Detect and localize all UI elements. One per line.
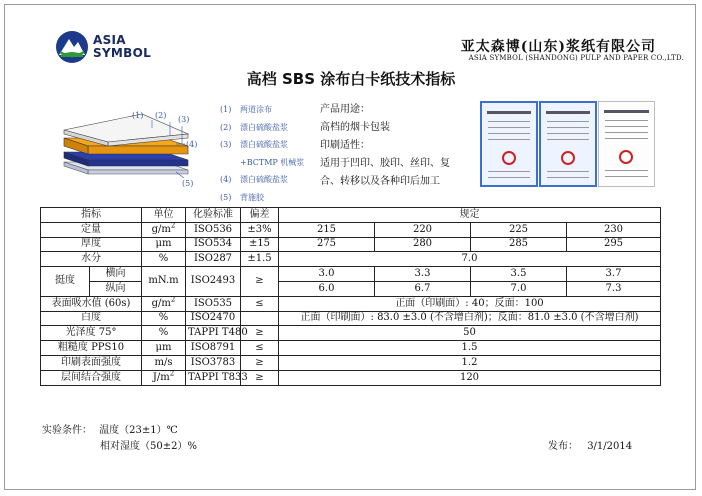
row-value: 3.7 <box>567 267 661 282</box>
row-unit: $J/m^2$ <box>142 370 186 385</box>
table-row <box>41 311 661 326</box>
diagram-label-1: (1) <box>132 111 144 120</box>
row-label: 光泽度 75° <box>41 326 142 341</box>
paper-layer-diagram <box>60 100 220 195</box>
row-label: 白度 <box>41 311 142 326</box>
layer-item: (3) 漂白硫酸盐浆 <box>220 140 288 149</box>
diagram-label-4: (4) <box>186 140 198 149</box>
row-label: 表面吸水值 (60s) <box>41 296 142 311</box>
table-row <box>41 267 661 282</box>
table-row <box>41 355 661 370</box>
row-value: 6.0 <box>279 281 375 296</box>
row-method: ISO536 <box>186 222 241 237</box>
row-method: TAPPI T833 <box>186 370 241 385</box>
row-value: 50 <box>279 326 661 341</box>
row-value: 3.5 <box>471 267 567 282</box>
row-unit: m/s <box>142 355 186 370</box>
usage-text: 高档的烟卡包装 <box>320 122 390 133</box>
table-header-row <box>41 208 661 223</box>
row-value: 3.3 <box>375 267 471 282</box>
certificate-image <box>598 101 655 187</box>
row-method: ISO535 <box>186 296 241 311</box>
table-row <box>41 370 661 385</box>
table-row <box>41 296 661 311</box>
issue-date-value: 3/1/2014 <box>587 441 633 452</box>
row-value: 正面（印刷面）: 40；反面：100 <box>279 296 661 311</box>
table-row <box>41 237 661 252</box>
row-value: 7.0 <box>471 281 567 296</box>
usage-heading: 产品用途： <box>320 104 370 115</box>
row-label: 厚度 <box>41 237 142 252</box>
conditions-humidity: 相对湿度（50±2）% <box>100 441 197 452</box>
product-usage <box>320 101 470 191</box>
row-method: ISO2470 <box>186 311 241 326</box>
row-label: 定量 <box>41 222 142 237</box>
row-tolerance <box>241 311 279 326</box>
row-method: ISO3783 <box>186 355 241 370</box>
table-row <box>41 252 661 267</box>
company-name-cn: 亚太森博(山东)浆纸有限公司 <box>460 39 656 55</box>
header-item: 指标 <box>41 208 142 223</box>
header-unit: 单位 <box>142 208 186 223</box>
layer-item: +BCTMP 机械浆 <box>240 157 305 167</box>
row-value: 1.2 <box>279 355 661 370</box>
row-tolerance: ≤ <box>241 341 279 356</box>
layer-item: (4) 漂白硫酸盐浆 <box>220 175 288 184</box>
row-unit: μm <box>142 237 186 252</box>
certificate-image <box>539 101 597 187</box>
row-value: 120 <box>279 370 661 385</box>
row-value: 215 <box>279 222 375 237</box>
row-tolerance: ≤ <box>241 296 279 311</box>
row-unit: mN.m <box>142 267 186 297</box>
row-value: 正面（印刷面）: 83.0 ±3.0 (不含增白剂)；反面：81.0 ±3.0 (不含增白剂) <box>279 311 661 326</box>
header-spec: 规定 <box>279 208 661 223</box>
row-sublabel-md: 纵向 <box>90 281 142 296</box>
printability-heading: 印刷适性： <box>320 140 370 151</box>
table-row <box>41 281 661 296</box>
row-label: 挺度 <box>41 267 90 297</box>
row-value: 225 <box>471 222 567 237</box>
printability-text: 适用于凹印、胶印、丝印、复 <box>320 158 450 169</box>
logo-wordmark: ASIA SYMBOL <box>93 33 152 60</box>
row-unit: $g/m^2$ <box>142 222 186 237</box>
row-sublabel-cd: 横向 <box>90 267 142 282</box>
diagram-label-5: (5) <box>182 179 194 188</box>
row-method: ISO8791 <box>186 341 241 356</box>
layer-item: (2) 漂白硫酸盐浆 <box>220 122 288 132</box>
row-unit: % <box>142 311 186 326</box>
row-value: 275 <box>279 237 375 252</box>
certificate-images <box>480 101 655 189</box>
row-label: 粗糙度 PPS10 <box>41 341 142 356</box>
conditions-label: 实验条件： <box>42 425 92 436</box>
header-tolerance: 偏差 <box>241 208 279 223</box>
row-value: 7.3 <box>567 281 661 296</box>
company-name-en: ASIA SYMBOL (SHANDONG) PULP AND PAPER CO.,LTD. <box>468 54 684 62</box>
row-tolerance: ≥ <box>241 267 279 297</box>
row-label: 印刷表面强度 <box>41 355 142 370</box>
row-tolerance: ≥ <box>241 370 279 385</box>
issue-date <box>548 439 632 455</box>
company-logo <box>55 30 165 66</box>
row-method: TAPPI T480 <box>186 326 241 341</box>
row-value: 295 <box>567 237 661 252</box>
row-tolerance: ±3% <box>241 222 279 237</box>
asia-symbol-logo-icon <box>55 30 89 64</box>
test-conditions <box>42 423 178 439</box>
row-unit: μm <box>142 341 186 356</box>
printability-text-2: 合、转移以及各种印后加工 <box>320 176 440 187</box>
row-value: 285 <box>471 237 567 252</box>
table-row <box>41 341 661 356</box>
table-row <box>41 222 661 237</box>
diagram-label-3: (3) <box>178 115 190 124</box>
row-unit: % <box>142 252 186 267</box>
row-value: 230 <box>567 222 661 237</box>
conditions-temperature: 温度（23±1）℃ <box>99 425 178 436</box>
row-unit: % <box>142 326 186 341</box>
layer-item: (1) 两道涂布 <box>220 105 272 114</box>
diagram-label-2: (2) <box>155 111 167 120</box>
issue-label: 发布： <box>548 441 578 452</box>
row-method: ISO534 <box>186 237 241 252</box>
layer-legend <box>220 101 320 206</box>
row-label: 层间结合强度 <box>41 370 142 385</box>
row-value: 7.0 <box>279 252 661 267</box>
row-tolerance: ±15 <box>241 237 279 252</box>
row-tolerance: ≥ <box>241 355 279 370</box>
row-unit: $g/m^2$ <box>142 296 186 311</box>
layer-item: (5) 背施胶 <box>220 192 264 202</box>
page-title: 高档 SBS 涂布白卡纸技术指标 <box>246 70 456 88</box>
row-method: ISO287 <box>186 252 241 267</box>
row-value: 6.7 <box>375 281 471 296</box>
row-method: ISO2493 <box>186 267 241 297</box>
row-label: 水分 <box>41 252 142 267</box>
row-value: 280 <box>375 237 471 252</box>
table-row <box>41 326 661 341</box>
certificate-image <box>480 101 538 187</box>
spec-table <box>40 207 661 386</box>
row-value: 3.0 <box>279 267 375 282</box>
row-tolerance: ≥ <box>241 326 279 341</box>
row-value: 1.5 <box>279 341 661 356</box>
row-value: 220 <box>375 222 471 237</box>
row-tolerance: ±1.5 <box>241 252 279 267</box>
header-method: 化验标准 <box>186 208 241 223</box>
